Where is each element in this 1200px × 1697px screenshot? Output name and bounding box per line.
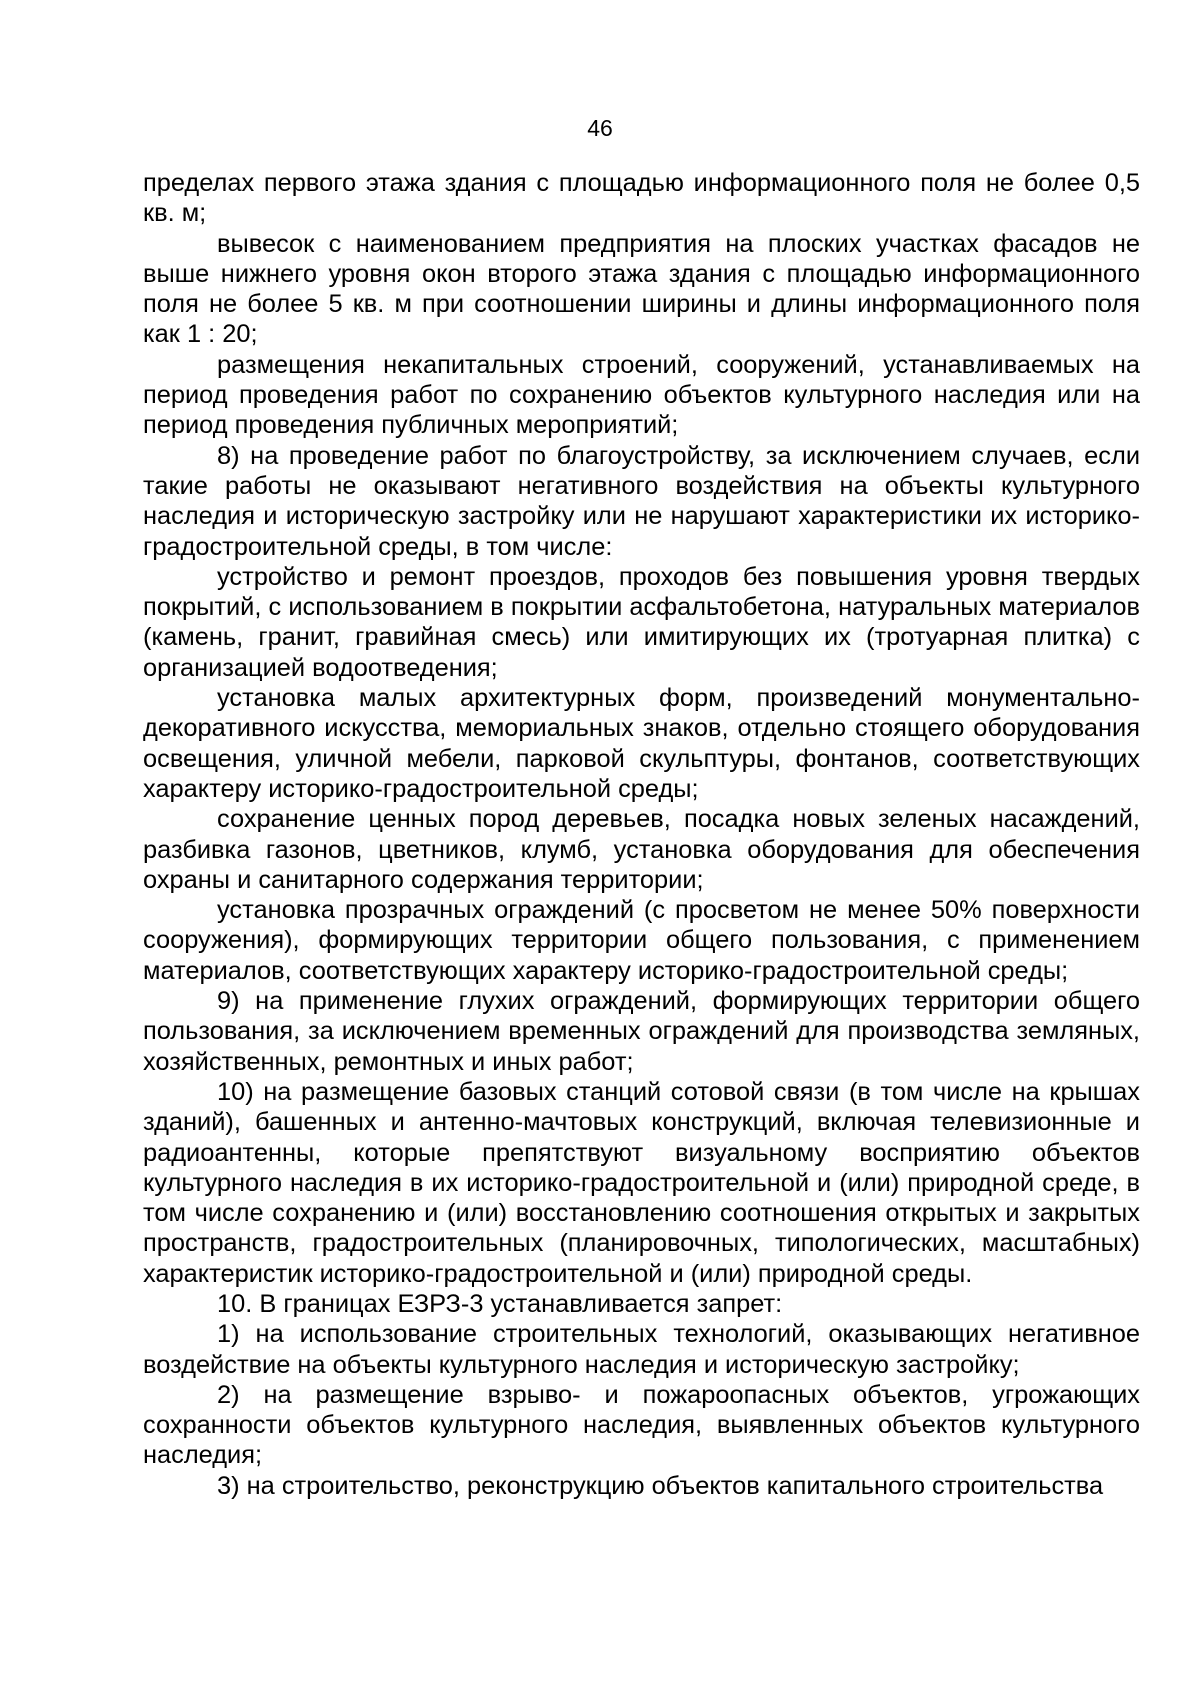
paragraph-section-10-item-1: 1) на использование строительных технологий, оказывающих негативное воздействие на объекты культурного наследия и историческую застройку; [143, 1320, 1140, 1379]
paragraph-continuation: пределах первого этажа здания с площадью информационного поля не более 0,5 кв. м; [143, 169, 1140, 228]
paragraph-temporary-structures: размещения некапитальных строений, сооружений, устанавливаемых на период проведения работ по сохранению объектов культурного наследия или на период проведения публичных мероприятий; [143, 350, 1140, 440]
paragraph-transparent-fences: установка прозрачных ограждений (с просветом не менее 50% поверхности сооружения), формирующих территории общего пользования, с применением материалов, соответствующих характеру историко-градостроительной среды; [143, 896, 1140, 985]
paragraph-signboards: вывесок с наименованием предприятия на плоских участках фасадов не выше нижнего уровня окон второго этажа здания с площадью информационного поля не более 5 кв. м при соотношении ширины и длины информационного поля как 1 : 20; [143, 229, 1140, 349]
paragraph-item-9: 9) на применение глухих ограждений, формирующих территории общего пользования, за исключением временных ограждений для производства земляных, хозяйственных, ремонтных и иных работ; [143, 987, 1140, 1076]
paragraph-driveways: устройство и ремонт проездов, проходов без повышения уровня твердых покрытий, с использованием в покрытии асфальтобетона, натуральных материалов (камень, гранит, гравийная смесь) или имитирующих их (тротуарная плитка) с организацией водоотведения; [143, 562, 1140, 682]
paragraph-section-10: 10. В границах ЕЗРЗ-3 устанавливается запрет: [217, 1289, 783, 1318]
paragraph-section-10-item-3: 3) на строительство, реконструкцию объектов капитального строительства [217, 1471, 1104, 1500]
paragraph-small-architectural-forms: установка малых архитектурных форм, произведений монументально-декоративного искусства, мемориальных знаков, отдельно стоящего оборудования освещения, уличной мебели, парковой скульптуры, фонтанов, соответствующих характеру историко-градостроительной среды; [143, 684, 1140, 803]
paragraph-item-10: 10) на размещение базовых станций сотовой связи (в том числе на крышах зданий), башенных и антенно-мачтовых конструкций, включая телевизионные и радиоантенны, которые препятствуют визуальному восприятию объектов культурного наследия в их историко-градостроительной и (или) природной среде, в том числе сохранению и (или) восстановлению соотношения открытых и закрытых пространств, градостроительных (планировочных, типологических, масштабных) характеристик историко-градостроительной и (или) природной среды. [143, 1077, 1140, 1288]
paragraph-section-10-item-2: 2) на размещение взрыво- и пожароопасных объектов, угрожающих сохранности объектов культурного наследия, выявленных объектов культурного наследия; [143, 1380, 1140, 1470]
paragraph-green-spaces: сохранение ценных пород деревьев, посадка новых зеленых насаждений, разбивка газонов, цветников, клумб, установка оборудования для обеспечения охраны и санитарного содержания территории; [143, 805, 1140, 894]
paragraph-item-8: 8) на проведение работ по благоустройству, за исключением случаев, если такие работы не оказывают негативного воздействия на объекты культурного наследия и историческую застройку или не нарушают характеристики их историко-градостроительной среды, в том числе: [143, 441, 1140, 561]
document-body [143, 168, 1140, 1501]
page-number: 46 [587, 115, 613, 141]
